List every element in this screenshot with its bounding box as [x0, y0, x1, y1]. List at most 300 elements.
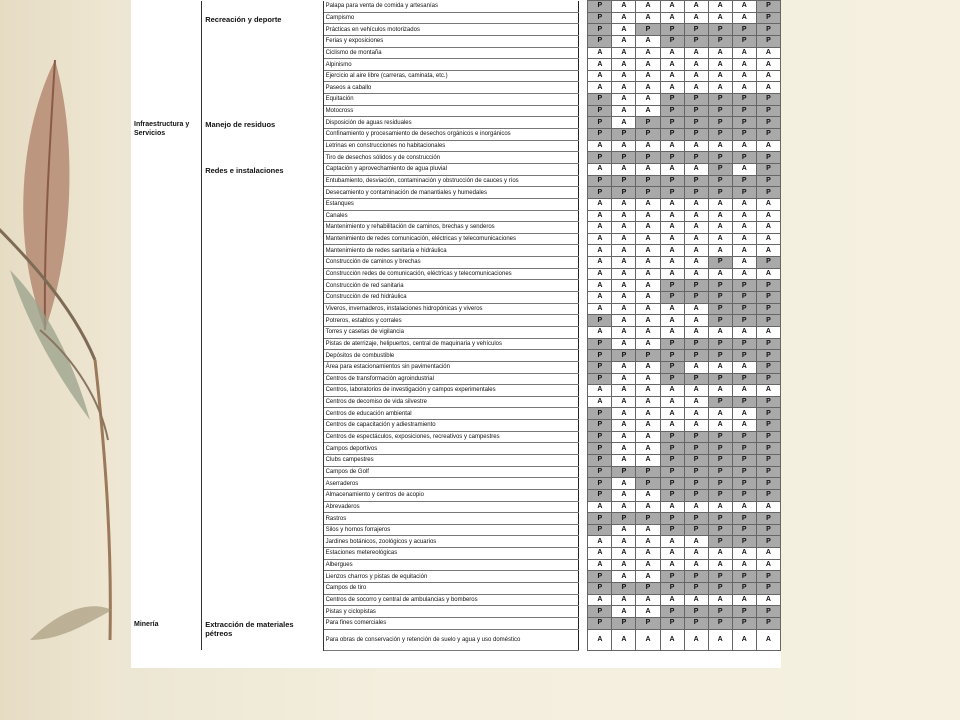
zone-code-cell: A	[660, 501, 684, 513]
activity-label: Albergues	[323, 559, 579, 571]
zone-code-cell: A	[660, 629, 684, 650]
zone-code-cell: A	[636, 280, 660, 292]
zone-code-cell: P	[732, 117, 756, 129]
zone-code-cell: A	[756, 70, 780, 82]
zone-code-cell: A	[708, 210, 732, 222]
zone-code-cell: A	[708, 501, 732, 513]
zone-code-cell: P	[708, 35, 732, 47]
zone-code-cell: A	[636, 571, 660, 583]
activity-label: Construcción de red sanitaria	[323, 280, 579, 292]
zone-code-cell: P	[756, 117, 780, 129]
subcategory-label: Recreación y deporte	[205, 15, 282, 25]
activity-label: Pistas de aterrizaje, helipuertos, central de maquinaria y vehículos	[323, 338, 579, 350]
zone-code-cell: P	[660, 361, 684, 373]
zone-code-cell: P	[708, 105, 732, 117]
zone-code-cell: P	[756, 373, 780, 385]
activity-label: Potreros, establos y corrales	[323, 315, 579, 327]
zone-code-cell: A	[660, 268, 684, 280]
zone-code-cell: P	[732, 152, 756, 164]
column-gap	[579, 105, 588, 117]
zone-code-cell: A	[612, 268, 636, 280]
zone-code-cell: A	[612, 1, 636, 13]
zone-code-cell: A	[636, 1, 660, 13]
zone-code-cell: A	[588, 257, 612, 269]
zone-code-cell: A	[612, 140, 636, 152]
zone-code-cell: P	[756, 315, 780, 327]
zone-code-cell: A	[612, 420, 636, 432]
activity-label: Centros de socorro y central de ambulancias y bomberos	[323, 594, 579, 606]
zone-code-cell: P	[684, 431, 708, 443]
zone-code-cell: P	[588, 1, 612, 13]
zone-code-cell: P	[660, 373, 684, 385]
zone-code-cell: A	[684, 140, 708, 152]
zone-code-cell: P	[756, 431, 780, 443]
zone-code-cell: A	[636, 35, 660, 47]
zone-code-cell: P	[588, 617, 612, 629]
zone-code-cell: A	[636, 338, 660, 350]
zone-code-cell: A	[612, 94, 636, 106]
subcategory-label	[202, 1, 322, 4]
zone-code-cell: A	[660, 536, 684, 548]
zone-code-cell: A	[684, 361, 708, 373]
zone-code-cell: P	[756, 292, 780, 304]
zone-code-cell: P	[756, 478, 780, 490]
land-use-activity-matrix	[131, 0, 781, 651]
zone-code-cell: A	[636, 420, 660, 432]
zone-code-cell: A	[612, 70, 636, 82]
zone-code-cell: P	[756, 524, 780, 536]
zone-code-cell: P	[732, 606, 756, 618]
zone-code-cell: P	[708, 373, 732, 385]
zone-code-cell: A	[588, 70, 612, 82]
zone-code-cell: P	[612, 583, 636, 595]
zone-code-cell: A	[660, 198, 684, 210]
zone-code-cell: A	[612, 326, 636, 338]
column-gap	[579, 35, 588, 47]
zone-code-cell: A	[612, 35, 636, 47]
zone-code-cell: A	[660, 222, 684, 234]
zone-code-cell: A	[708, 385, 732, 397]
zone-code-cell: P	[588, 315, 612, 327]
activity-label: Entubamiento, desviación, contaminación y obstrucción de cauces y ríos	[323, 175, 579, 187]
zone-code-cell: P	[708, 303, 732, 315]
activity-label: Mantenimiento y rehabilitación de caminos, brechas y senderos	[323, 222, 579, 234]
zone-code-cell: P	[756, 513, 780, 525]
subcategory-label: Manejo de residuos	[205, 119, 276, 129]
activity-label: Clubs campestres	[323, 454, 579, 466]
zone-code-cell: P	[588, 12, 612, 24]
zone-code-cell: A	[684, 233, 708, 245]
zone-code-cell: A	[660, 303, 684, 315]
zone-code-cell: P	[756, 466, 780, 478]
zone-code-cell: A	[636, 105, 660, 117]
zone-code-cell: A	[636, 524, 660, 536]
activity-label: Construcción de caminos y brechas	[323, 257, 579, 269]
zone-code-cell: P	[684, 35, 708, 47]
zone-code-cell: A	[588, 326, 612, 338]
zone-code-cell: P	[588, 152, 612, 164]
subcategory-cell	[202, 1, 323, 13]
zone-code-cell: P	[612, 152, 636, 164]
zone-code-cell: P	[756, 280, 780, 292]
zone-code-cell: A	[612, 82, 636, 94]
activity-label: Centros, laboratorios de investigación y campos experimentales	[323, 385, 579, 397]
activity-label: Centros de educación ambiental	[323, 408, 579, 420]
column-gap	[579, 326, 588, 338]
activity-label: Paseos a caballo	[323, 82, 579, 94]
zone-code-cell: P	[612, 175, 636, 187]
activity-label: Estanques	[323, 198, 579, 210]
zone-code-cell: P	[612, 617, 636, 629]
zone-code-cell: A	[732, 361, 756, 373]
zone-code-cell: A	[588, 268, 612, 280]
zone-code-cell: A	[684, 59, 708, 71]
zone-code-cell: A	[732, 326, 756, 338]
activity-label: Aserraderos	[323, 478, 579, 490]
column-gap	[579, 408, 588, 420]
zone-code-cell: A	[660, 420, 684, 432]
zone-code-cell: P	[756, 163, 780, 175]
zone-code-cell: A	[588, 559, 612, 571]
zone-code-cell: A	[588, 47, 612, 59]
zone-code-cell: A	[612, 431, 636, 443]
category-cell	[131, 12, 202, 117]
zone-code-cell: P	[660, 280, 684, 292]
table-row	[131, 617, 781, 629]
zone-code-cell: P	[660, 513, 684, 525]
zone-code-cell: A	[684, 420, 708, 432]
zone-code-cell: P	[708, 94, 732, 106]
zone-code-cell: P	[588, 350, 612, 362]
zone-code-cell: P	[732, 175, 756, 187]
zone-code-cell: P	[684, 350, 708, 362]
zone-code-cell: P	[660, 524, 684, 536]
zone-code-cell: A	[636, 245, 660, 257]
zone-code-cell: P	[756, 617, 780, 629]
table-row	[131, 12, 781, 24]
category-cell	[131, 617, 202, 650]
zone-code-cell: A	[684, 222, 708, 234]
zone-code-cell: P	[612, 129, 636, 141]
column-gap	[579, 454, 588, 466]
zone-code-cell: P	[660, 478, 684, 490]
subcategory-cell	[202, 617, 323, 650]
zone-code-cell: A	[612, 222, 636, 234]
zone-code-cell: A	[636, 163, 660, 175]
zone-code-cell: P	[732, 513, 756, 525]
activity-label: Equitación	[323, 94, 579, 106]
column-gap	[579, 198, 588, 210]
zone-code-cell: A	[708, 245, 732, 257]
zone-code-cell: A	[612, 338, 636, 350]
zone-code-cell: P	[732, 315, 756, 327]
zone-code-cell: P	[660, 292, 684, 304]
activity-label: Abrevaderos	[323, 501, 579, 513]
zone-code-cell: A	[708, 222, 732, 234]
zone-code-cell: P	[684, 24, 708, 36]
zone-code-cell: P	[612, 350, 636, 362]
zone-code-cell: A	[732, 501, 756, 513]
zone-code-cell: A	[684, 257, 708, 269]
column-gap	[579, 513, 588, 525]
zone-code-cell: A	[708, 198, 732, 210]
zone-code-cell: A	[660, 70, 684, 82]
column-gap	[579, 559, 588, 571]
zone-code-cell: A	[708, 47, 732, 59]
zone-code-cell: P	[684, 292, 708, 304]
activity-label: Campos de tiro	[323, 583, 579, 595]
zone-code-cell: A	[732, 222, 756, 234]
zone-code-cell: P	[588, 117, 612, 129]
zone-code-cell: A	[588, 594, 612, 606]
zone-code-cell: A	[588, 536, 612, 548]
zone-code-cell: P	[636, 187, 660, 199]
zone-code-cell: A	[732, 210, 756, 222]
zone-code-cell: A	[708, 594, 732, 606]
zone-code-cell: A	[732, 594, 756, 606]
zone-code-cell: A	[636, 59, 660, 71]
column-gap	[579, 129, 588, 141]
column-gap	[579, 257, 588, 269]
zone-code-cell: P	[708, 350, 732, 362]
zone-code-cell: A	[732, 257, 756, 269]
column-gap	[579, 175, 588, 187]
zone-code-cell: P	[588, 606, 612, 618]
zone-code-cell: A	[612, 105, 636, 117]
zone-code-cell: P	[660, 489, 684, 501]
zone-code-cell: P	[708, 292, 732, 304]
zone-code-cell: P	[756, 454, 780, 466]
zone-code-cell: A	[756, 326, 780, 338]
activity-label: Confinamiento y procesamiento de desechos orgánicos e inorgánicos	[323, 129, 579, 141]
zone-code-cell: A	[756, 59, 780, 71]
zone-code-cell: P	[636, 466, 660, 478]
zone-code-cell: P	[636, 24, 660, 36]
column-gap	[579, 548, 588, 560]
zone-code-cell: P	[684, 187, 708, 199]
zone-code-cell: P	[732, 489, 756, 501]
zone-code-cell: A	[756, 198, 780, 210]
zone-code-cell: P	[732, 571, 756, 583]
zone-code-cell: P	[732, 94, 756, 106]
zone-code-cell: P	[708, 571, 732, 583]
zone-code-cell: P	[660, 129, 684, 141]
zone-code-cell: P	[708, 617, 732, 629]
subcategory-label: Extracción de materiales pétreos	[205, 620, 294, 639]
zone-code-cell: A	[708, 361, 732, 373]
zone-code-cell: A	[708, 233, 732, 245]
zone-code-cell: A	[732, 1, 756, 13]
table-row	[131, 163, 781, 175]
zone-code-cell: P	[756, 12, 780, 24]
zone-code-cell: P	[732, 373, 756, 385]
zone-code-cell: P	[756, 338, 780, 350]
zone-code-cell: P	[684, 583, 708, 595]
zone-code-cell: A	[636, 292, 660, 304]
zone-code-cell: A	[636, 303, 660, 315]
activity-label: Estaciones metereológicas	[323, 548, 579, 560]
zone-code-cell: A	[684, 594, 708, 606]
zone-code-cell: P	[684, 175, 708, 187]
zone-code-cell: A	[684, 268, 708, 280]
zone-code-cell: A	[636, 606, 660, 618]
zone-code-cell: P	[708, 257, 732, 269]
activity-label: Centros de transformación agroindustrial	[323, 373, 579, 385]
category-label: Infraestructura y Servicios	[134, 120, 190, 137]
zone-code-cell: P	[684, 117, 708, 129]
zone-code-cell: P	[588, 420, 612, 432]
zone-code-cell: P	[588, 105, 612, 117]
zone-code-cell: P	[732, 536, 756, 548]
zone-code-cell: A	[588, 140, 612, 152]
zone-code-cell: A	[708, 82, 732, 94]
activity-label: Ferias y exposiciones	[323, 35, 579, 47]
zone-code-cell: P	[756, 408, 780, 420]
zone-code-cell: P	[684, 443, 708, 455]
zone-code-cell: A	[612, 59, 636, 71]
zone-code-cell: A	[708, 140, 732, 152]
zone-code-cell: P	[636, 350, 660, 362]
zone-code-cell: P	[588, 94, 612, 106]
zone-code-cell: A	[636, 315, 660, 327]
zone-code-cell: P	[636, 617, 660, 629]
zone-code-cell: A	[660, 47, 684, 59]
activity-label: Construcción redes de comunicación, eléctricas y telecomunicaciones	[323, 268, 579, 280]
zone-code-cell: P	[588, 489, 612, 501]
zone-code-cell: A	[588, 59, 612, 71]
category-label: Minería	[134, 621, 159, 629]
column-gap	[579, 350, 588, 362]
zone-code-cell: P	[732, 338, 756, 350]
zone-code-cell: P	[660, 606, 684, 618]
zone-code-cell: A	[636, 594, 660, 606]
activity-label: Pistas y ciclopistas	[323, 606, 579, 618]
zone-code-cell: A	[636, 47, 660, 59]
zone-code-cell: A	[756, 140, 780, 152]
zone-code-cell: A	[636, 94, 660, 106]
zone-code-cell: A	[732, 70, 756, 82]
zone-code-cell: P	[708, 466, 732, 478]
activity-label: Jardines botánicos, zoológicos y acuarios	[323, 536, 579, 548]
zone-code-cell: A	[612, 373, 636, 385]
column-gap	[579, 12, 588, 24]
activity-label: Área para estacionamientos sin pavimentación	[323, 361, 579, 373]
zone-code-cell: P	[756, 24, 780, 36]
column-gap	[579, 280, 588, 292]
zone-code-cell: P	[588, 478, 612, 490]
column-gap	[579, 617, 588, 629]
zone-code-cell: A	[660, 594, 684, 606]
zone-code-cell: P	[660, 24, 684, 36]
zone-code-cell: P	[684, 617, 708, 629]
zone-code-cell: A	[612, 408, 636, 420]
zone-code-cell: P	[708, 129, 732, 141]
column-gap	[579, 163, 588, 175]
zone-code-cell: A	[684, 315, 708, 327]
zone-code-cell: A	[708, 1, 732, 13]
category-label	[131, 1, 201, 4]
zone-code-cell: A	[588, 629, 612, 650]
zone-code-cell: A	[588, 245, 612, 257]
zone-code-cell: A	[684, 198, 708, 210]
subcategory-cell	[202, 12, 323, 117]
column-gap	[579, 501, 588, 513]
zone-code-cell: A	[636, 198, 660, 210]
zone-code-cell: P	[684, 94, 708, 106]
zone-code-cell: P	[588, 513, 612, 525]
zone-code-cell: P	[636, 152, 660, 164]
zone-code-cell: P	[756, 105, 780, 117]
zone-code-cell: A	[732, 82, 756, 94]
zone-code-cell: P	[756, 175, 780, 187]
activity-label: Silos y hornos forrajeros	[323, 524, 579, 536]
column-gap	[579, 385, 588, 397]
zone-code-cell: P	[708, 175, 732, 187]
column-gap	[579, 606, 588, 618]
zone-code-cell: P	[588, 466, 612, 478]
zone-code-cell: A	[756, 501, 780, 513]
activity-label: Lienzos charros y pistas de equitación	[323, 571, 579, 583]
column-gap	[579, 245, 588, 257]
zone-code-cell: P	[756, 396, 780, 408]
column-gap	[579, 594, 588, 606]
activity-label: Construcción de red hidráulica	[323, 292, 579, 304]
zone-code-cell: P	[732, 396, 756, 408]
zone-code-cell: A	[588, 292, 612, 304]
zone-code-cell: A	[636, 233, 660, 245]
zone-code-cell: A	[636, 385, 660, 397]
zone-code-cell: A	[612, 47, 636, 59]
zone-code-cell: P	[684, 478, 708, 490]
column-gap	[579, 292, 588, 304]
activity-label: Campismo	[323, 12, 579, 24]
zone-code-cell: P	[732, 478, 756, 490]
zone-code-cell: P	[708, 478, 732, 490]
zone-code-cell: A	[684, 82, 708, 94]
zone-code-cell: A	[732, 233, 756, 245]
zone-code-cell: P	[708, 524, 732, 536]
zone-code-cell: P	[756, 361, 780, 373]
column-gap	[579, 1, 588, 13]
zone-code-cell: P	[612, 513, 636, 525]
column-gap	[579, 24, 588, 36]
zone-code-cell: P	[756, 187, 780, 199]
zone-code-cell: A	[708, 629, 732, 650]
zone-code-cell: A	[612, 489, 636, 501]
activity-label: Ciclismo de montaña	[323, 47, 579, 59]
zone-code-cell: P	[756, 571, 780, 583]
category-label	[131, 12, 201, 15]
zone-code-cell: A	[612, 536, 636, 548]
zone-code-cell: P	[636, 117, 660, 129]
zone-code-cell: P	[708, 117, 732, 129]
activity-label: Para fines comerciales	[323, 617, 579, 629]
zone-code-cell: A	[636, 326, 660, 338]
zone-code-cell: A	[732, 59, 756, 71]
zone-code-cell: A	[636, 140, 660, 152]
zone-code-cell: A	[684, 1, 708, 13]
activity-label: Canales	[323, 210, 579, 222]
zone-code-cell: A	[660, 140, 684, 152]
zone-code-cell: P	[684, 489, 708, 501]
zone-code-cell: P	[756, 443, 780, 455]
zone-code-cell: P	[708, 280, 732, 292]
zone-code-cell: A	[732, 629, 756, 650]
zone-code-cell: P	[756, 152, 780, 164]
column-gap	[579, 315, 588, 327]
zone-code-cell: A	[612, 559, 636, 571]
zone-code-cell: A	[660, 548, 684, 560]
